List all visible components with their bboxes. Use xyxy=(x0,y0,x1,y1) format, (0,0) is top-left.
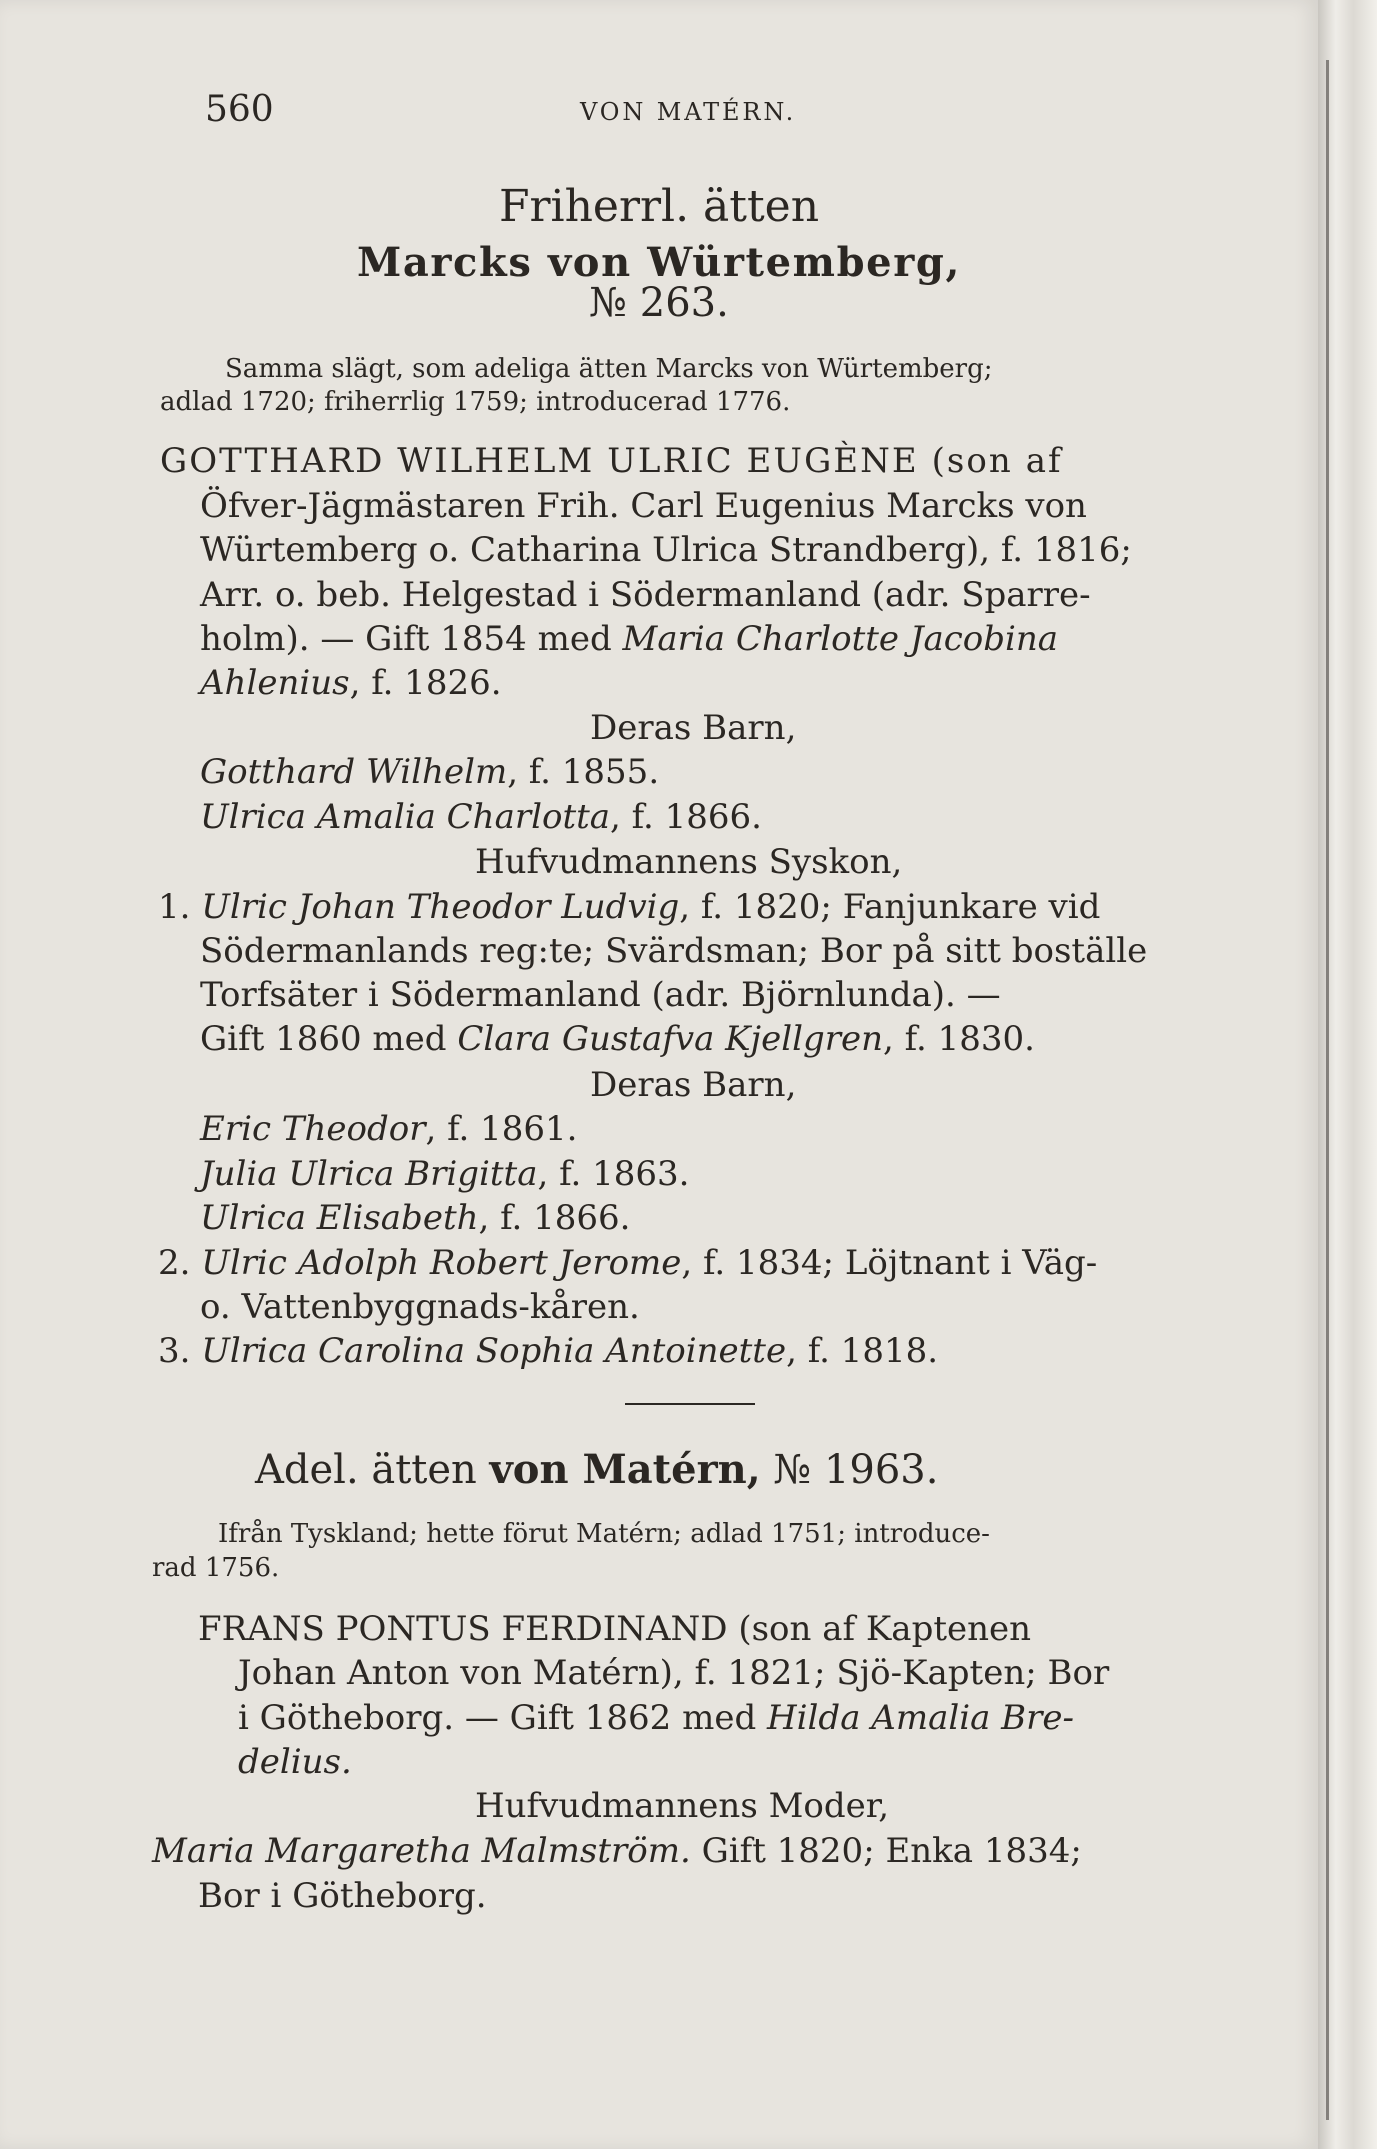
section2-head-line-3: i Götheborg. — Gift 1862 med Hilda Amalia Bre- xyxy=(238,1698,1075,1738)
sibling-1-line-2: Södermanlands reg:te; Svärdsman; Bor på sitt boställe xyxy=(200,931,1148,971)
page-number: 560 xyxy=(205,89,274,130)
head-line-1: GOTTHARD WILHELM ULRIC EUGÈNE (son af xyxy=(160,441,1063,481)
sibling-3-line-1: 3. Ulrica Carolina Sophia Antoinette, f. 1818. xyxy=(158,1331,939,1371)
head-line-6: Ahlenius, f. 1826. xyxy=(200,663,502,703)
section2-title: Adel. ätten von Matérn, № 1963. xyxy=(255,1446,939,1493)
section-divider xyxy=(625,1403,755,1405)
sibling-1-line-4: Gift 1860 med Clara Gustafva Kjellgren, f. 1830. xyxy=(200,1019,1035,1059)
sibling-1-line-1: 1. Ulric Johan Theodor Ludvig, f. 1820; Fanjunkare vid xyxy=(158,887,1101,927)
section2-intro-2: rad 1756. xyxy=(152,1553,280,1583)
child-2: Ulrica Amalia Charlotta, f. 1866. xyxy=(200,797,762,837)
grandchild-3: Ulrica Elisabeth, f. 1866. xyxy=(200,1198,631,1238)
sibling-1-children-heading: Deras Barn, xyxy=(590,1065,797,1105)
head-line-2: Öfver-Jägmästaren Frih. Carl Eugenius Marcks von xyxy=(200,486,1087,526)
head-line-4: Arr. o. beb. Helgestad i Södermanland (adr. Sparre- xyxy=(200,575,1091,615)
spine-edge-line xyxy=(1326,60,1329,2120)
child-1: Gotthard Wilhelm, f. 1855. xyxy=(200,752,660,792)
section1-number: № 263. xyxy=(589,280,729,326)
head-line-5: holm). — Gift 1854 med Maria Charlotte Jacobina xyxy=(200,619,1059,659)
sibling-1-line-3: Torfsäter i Södermanland (adr. Björnlunda). — xyxy=(200,975,1001,1015)
running-title: VON MATÉRN. xyxy=(580,98,797,126)
section2-head-line-4: delius. xyxy=(238,1742,352,1782)
children-heading: Deras Barn, xyxy=(590,708,797,748)
section2-head-line-1: FRANS PONTUS FERDINAND (son af Kaptenen xyxy=(198,1609,1032,1649)
head-line-3: Würtemberg o. Catharina Ulrica Strandberg), f. 1816; xyxy=(200,530,1132,570)
sibling-2-line-1: 2. Ulric Adolph Robert Jerome, f. 1834; Löjtnant i Väg- xyxy=(158,1243,1098,1283)
section2-head-line-2: Johan Anton von Matérn), f. 1821; Sjö-Kapten; Bor xyxy=(238,1653,1110,1693)
section1-intro-2: adlad 1720; friherrlig 1759; introducerad 1776. xyxy=(160,387,791,417)
mother-line-1: Maria Margaretha Malmström. Gift 1820; Enka 1834; xyxy=(152,1831,1082,1871)
section1-intro-1: Samma slägt, som adeliga ätten Marcks von Würtemberg; xyxy=(225,354,993,384)
section2-intro-1: Ifrån Tyskland; hette förut Matérn; adlad 1751; introduce- xyxy=(218,1519,990,1549)
section1-family: Marcks von Würtemberg, xyxy=(356,239,961,286)
grandchild-1: Eric Theodor, f. 1861. xyxy=(200,1109,578,1149)
section1-title: Friherrl. ätten xyxy=(498,181,820,232)
siblings-heading: Hufvudmannens Syskon, xyxy=(475,842,903,882)
mother-heading: Hufvudmannens Moder, xyxy=(475,1786,890,1826)
grandchild-2: Julia Ulrica Brigitta, f. 1863. xyxy=(200,1154,690,1194)
sibling-2-line-2: o. Vattenbyggnads-kåren. xyxy=(200,1287,640,1327)
mother-line-2: Bor i Götheborg. xyxy=(198,1876,487,1916)
